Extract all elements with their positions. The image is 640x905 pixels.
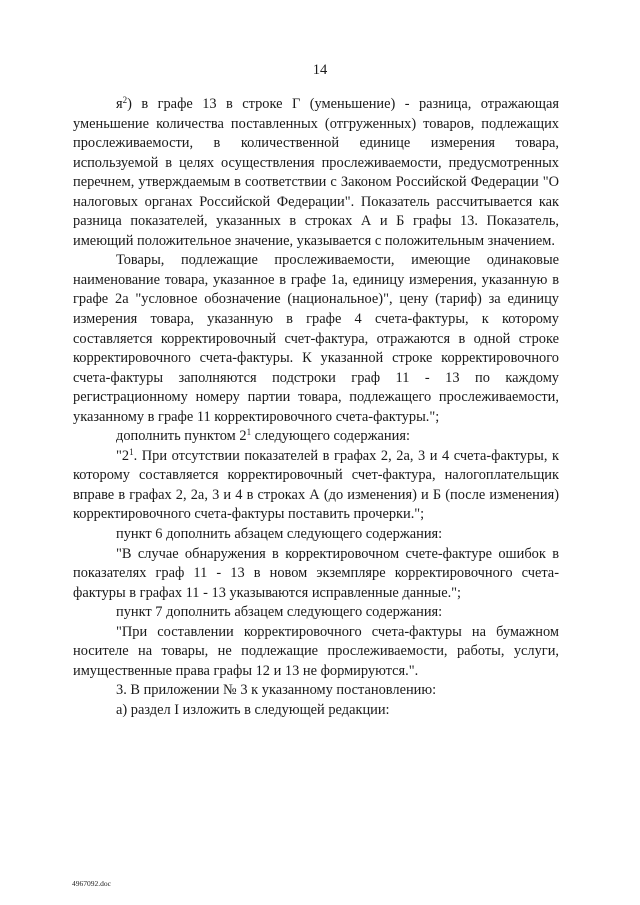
- paragraph-5: пункт 6 дополнить абзацем следующего содержания:: [116, 526, 443, 543]
- paragraph-4: [73, 447, 559, 525]
- paragraph-3: [73, 427, 559, 447]
- paragraph-6: "В случае обнаружения в корректировочном счете-фактуре ошибок в показателях граф 11 - 13 в новом экземпляре корректировочного счета-фактуры в графах 11 - 13 указываются исправленные данные.";: [73, 545, 559, 601]
- paragraph-4-before: "2: [116, 447, 130, 464]
- paragraph-1-lead: я: [116, 96, 123, 112]
- paragraph-10: а) раздел I изложить в следующей редакции:: [116, 701, 390, 718]
- file-name-footer: 4967092.doc: [72, 879, 111, 888]
- paragraph-9: 3. В приложении № 3 к указанному постановлению:: [116, 682, 437, 699]
- paragraph-3-after: следующего содержания:: [251, 428, 410, 445]
- document-body: [73, 95, 559, 721]
- paragraph-4-after: . При отсутствии показателей в графах 2, 2а, 3 и 4 счета-фактуры, к которому составляется корректировочный счет-фактура, налогоплательщик вправе в графах 2, 2а, 3 и 4 в строках А (до изменения) и Б (после изменения) корректировочного счета-фактуры поставить прочерки.";: [73, 447, 559, 523]
- paragraph-7: пункт 7 дополнить абзацем следующего содержания:: [116, 604, 443, 621]
- paragraph-1-text: ) в графе 13 в строке Г (уменьшение) - разница, отражающая уменьшение количества поставленных (отгруженных) товаров, подлежащих прослеживаемости, в количественной единице измерения товара, используемой в целях осуществления прослеживаемости, предусмотренных перечнем, утверждаемым в соответствии с Законом Российской Федерации "О налоговых органах Российской Федерации". Показатель рассчитывается как разница показателей, указанных в строках А и Б графы 13. Показатель, имеющий положительное значение, указывается с положительным значением.: [73, 96, 559, 249]
- paragraph-3-before: дополнить пунктом 2: [116, 428, 247, 445]
- paragraph-8: "При составлении корректировочного счета-фактуры на бумажном носителе на товары, не подлежащие прослеживаемости, работы, услуги, имущественные права графы 12 и 13 не формируются.".: [73, 623, 559, 679]
- page-number: 14: [312, 62, 328, 78]
- paragraph-2: Товары, подлежащие прослеживаемости, имеющие одинаковые наименование товара, указанное в графе 1а, единицу измерения, указанную в графе 2а "условное обозначение (национальное)", цену (тариф) за единицу измерения товара, указанную в графе 4 счета-фактуры, к которому составляется корректировочный счет-фактура, отражаются в одной строке корректировочного счета-фактуры. К указанной строке корректировочного счета-фактуры заполняются подстроки граф 11 - 13 по каждому регистрационному номеру партии товара, подлежащего прослеживаемости, указанному в графе 11 корректировочного счета-фактуры.";: [73, 252, 559, 425]
- superscript: 1: [129, 446, 134, 457]
- superscript: 1: [246, 427, 252, 438]
- paragraph-1: [73, 95, 559, 251]
- superscript: 2: [122, 95, 128, 105]
